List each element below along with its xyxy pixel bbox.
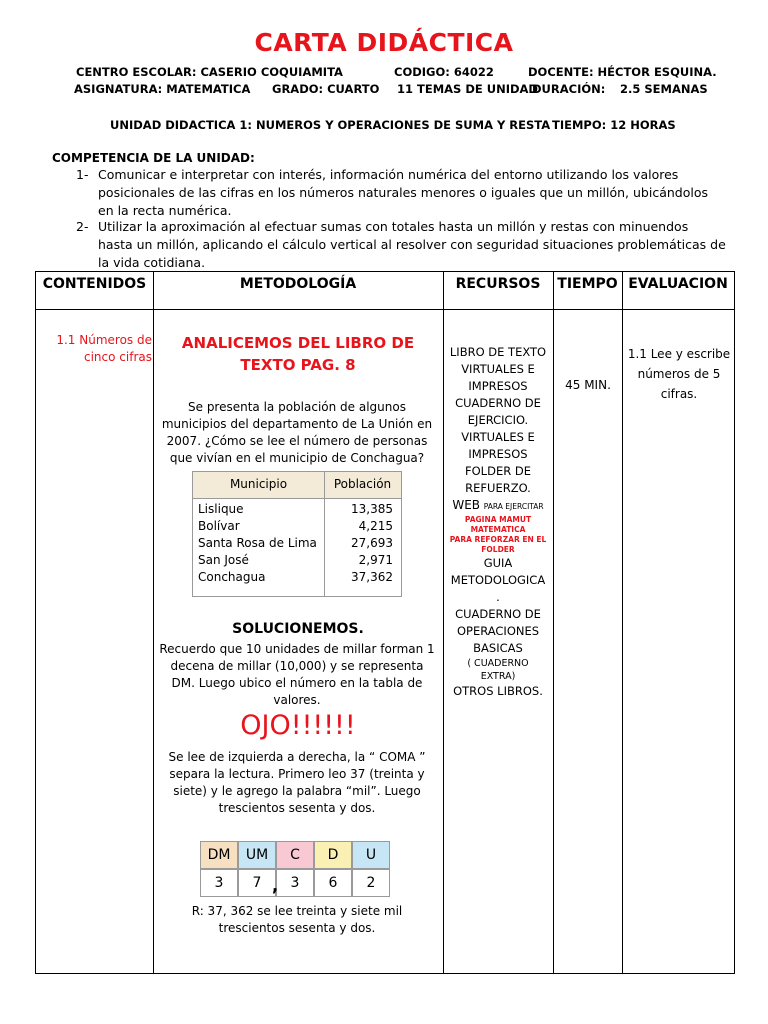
header-metodologia: METODOLOGÍA	[239, 276, 357, 292]
asignatura: ASIGNATURA: MATEMATICA	[74, 82, 251, 96]
place-value-digit: 3	[200, 869, 238, 897]
recurso-line: REFUERZO.	[465, 481, 531, 495]
recurso-line: LIBRO DE TEXTO	[449, 345, 547, 359]
ojo-heading: OJO!!!!!!	[240, 710, 356, 741]
recurso-red-line: PAGINA MAMUT	[464, 515, 532, 524]
answer-text: R: 37, 362 se lee treinta y siete mil trescientos sesenta y dos.	[191, 904, 403, 935]
recurso-line: IMPRESOS	[468, 379, 528, 393]
recursos-cell	[444, 344, 552, 700]
recurso-line: CUADERNO DE	[455, 607, 541, 621]
recurso-red-line: MATEMATICA	[470, 525, 526, 534]
recurso-line: BASICAS	[473, 641, 523, 655]
recurso-line: VIRTUALES E	[461, 362, 535, 376]
recurso-line: OPERACIONES	[456, 624, 540, 638]
evaluacion-cell: 1.1 Lee y escribe números de 5 cifras.	[627, 347, 731, 401]
header-recursos: RECURSOS	[455, 276, 541, 292]
recurso-line: VIRTUALES E	[461, 430, 535, 444]
web-label: WEB	[452, 498, 481, 512]
population-value: 13,385	[351, 502, 393, 516]
competencia-number: 2-	[76, 219, 89, 234]
place-value-header: D	[314, 841, 352, 869]
population-value: 27,693	[351, 536, 393, 550]
population-value: 37,362	[351, 570, 393, 584]
metodologia-heading: ANALICEMOS DEL LIBRO DE TEXTO PAG. 8	[181, 334, 415, 374]
duracion-label: DURACIÓN:	[532, 82, 606, 96]
competencia-title: COMPETENCIA DE LA UNIDAD:	[52, 151, 255, 165]
recurso-web	[444, 497, 552, 515]
unidad-didactica: UNIDAD DIDACTICA 1: NUMEROS Y OPERACIONES DE SUMA Y RESTA	[110, 118, 551, 132]
contenidos-cell: 1.1 Números de cinco cifras	[56, 333, 152, 364]
competencia-item	[76, 166, 726, 218]
population-header-municipio: Municipio	[229, 477, 288, 491]
population-value: 4,215	[358, 519, 393, 533]
population-municipio: Conchagua	[198, 570, 266, 584]
planning-table	[35, 271, 735, 974]
population-municipio: Lislique	[198, 502, 244, 516]
header-tiempo: TIEMPO	[557, 276, 618, 292]
header-evaluacion: EVALUACION	[628, 276, 728, 292]
ojo-text: Se lee de izquierda a derecha, la “ COMA ” separa la lectura. Primero leo 37 (treinta y siete) y le agrego la palabra “mil”. Luego trescientos sesenta y dos.	[168, 750, 426, 815]
place-value-digit: 7	[238, 869, 276, 897]
docente: DOCENTE: HÉCTOR ESQUINA.	[528, 65, 717, 79]
grado: GRADO: CUARTO	[272, 82, 380, 96]
competencia-text: Comunicar e interpretar con interés, información numérica del entorno utilizando los valores posicionales de las cifras en los números naturales menores o iguales que un millón, ubicándolos en la recta numérica.	[98, 167, 708, 218]
population-municipio: Bolívar	[198, 519, 240, 533]
competencia-text: Utilizar la aproximación al efectuar sumas con totales hasta un millón y restas con minuendos hasta un millón, aplicando el cálculo vertical al resolver con seguridad situaciones problemáticas de la vida cotidiana.	[98, 219, 726, 270]
solucionemos-text: Recuerdo que 10 unidades de millar forman 1 decena de millar (10,000) y se representa DM. Luego ubico el número en la tabla de valores.	[159, 642, 435, 707]
place-value-digit: 3	[276, 869, 314, 897]
competencia-item	[76, 218, 726, 270]
tiempo-total: TIEMPO: 12 HORAS	[552, 118, 676, 132]
recurso-line: OTROS LIBROS.	[453, 684, 543, 698]
recurso-line: IMPRESOS	[468, 447, 528, 461]
recurso-line: FOLDER DE	[465, 464, 531, 478]
duracion-value: 2.5 SEMANAS	[620, 82, 708, 96]
place-value-header: U	[352, 841, 390, 869]
recurso-line: METODOLOGICA	[450, 573, 546, 587]
centro-escolar: CENTRO ESCOLAR: CASERIO COQUIAMITA	[76, 65, 343, 79]
temas-unidad: 11 TEMAS DE UNIDAD	[397, 82, 538, 96]
recurso-line: EJERCICIO.	[467, 413, 529, 427]
place-value-table	[200, 841, 392, 901]
header-contenidos: CONTENIDOS	[42, 276, 147, 292]
place-value-digit: 2	[352, 869, 390, 897]
solucionemos-title: SOLUCIONEMOS.	[232, 621, 364, 637]
population-value: 2,971	[358, 553, 393, 567]
recurso-line: CUADERNO DE	[455, 396, 541, 410]
recurso-line: GUIA	[483, 556, 513, 570]
codigo: CODIGO: 64022	[394, 65, 494, 79]
place-value-header: UM	[238, 841, 276, 869]
place-value-digit: 6	[314, 869, 352, 897]
population-table	[192, 471, 402, 597]
place-value-header: C	[276, 841, 314, 869]
population-municipio: Santa Rosa de Lima	[198, 536, 317, 550]
metodologia-intro: Se presenta la población de algunos municipios del departamento de La Unión en 2007. ¿Cómo se lee el número de personas que vivían en el municipio de Conchagua?	[161, 400, 433, 465]
population-header-poblacion: Población	[333, 477, 392, 491]
recurso-red-line: PARA REFORZAR EN EL	[449, 535, 547, 544]
recurso-small-line: EXTRA)	[480, 671, 516, 682]
tiempo-cell: 45 MIN.	[565, 378, 611, 392]
recurso-small-line: ( CUADERNO	[467, 658, 529, 669]
population-municipio: San José	[198, 553, 249, 567]
recurso-line: .	[496, 590, 500, 604]
competencia-number: 1-	[76, 167, 89, 182]
recurso-red-line: FOLDER	[481, 545, 515, 554]
web-small-label: PARA EJERCITAR	[483, 502, 544, 511]
place-value-header: DM	[200, 841, 238, 869]
place-value-comma: ,	[272, 876, 279, 895]
document-title: CARTA DIDÁCTICA	[254, 28, 514, 57]
